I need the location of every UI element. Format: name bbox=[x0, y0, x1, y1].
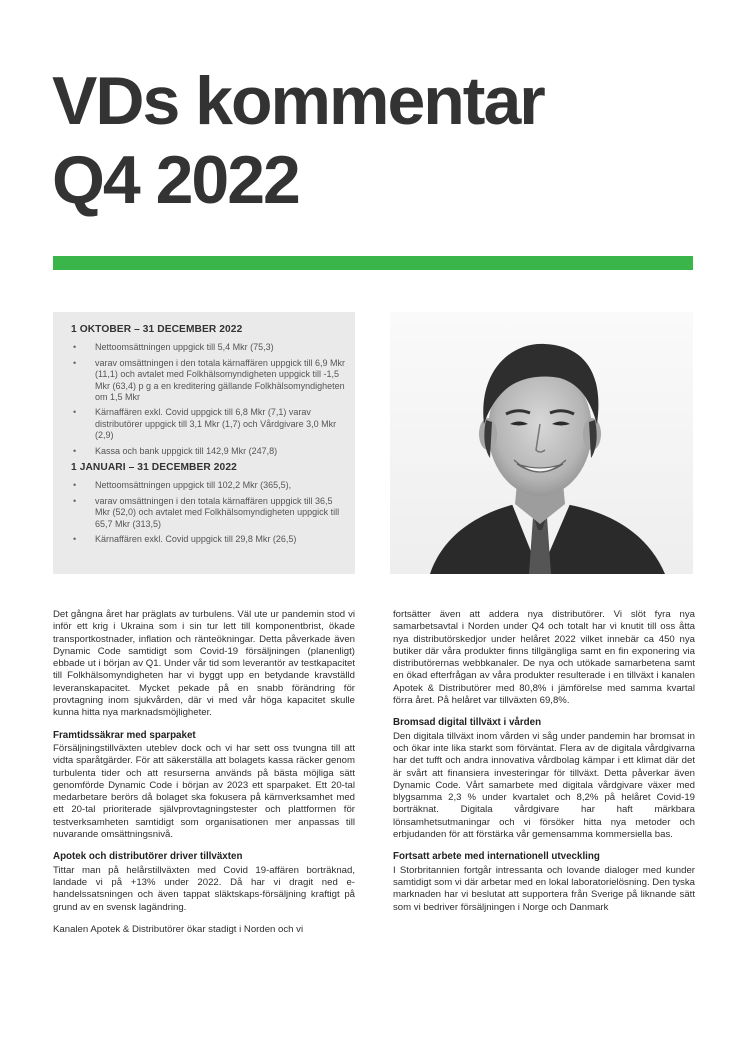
list-item: • Kärnaffären exkl. Covid uppgick till 29,8 Mkr (26,5) bbox=[71, 534, 345, 545]
list-item: • Kassa och bank uppgick till 142,9 Mkr (247,8) bbox=[71, 446, 345, 457]
body-column-left bbox=[53, 609, 355, 946]
section-heading: Fortsatt arbete med internationell utveckling bbox=[393, 851, 600, 863]
paragraph: Försäljningstillväxten uteblev dock och vi har sett oss tvungna till att vidta sparåtgärder. För att säkerställa att bolagets kassa räcker genom turbulenta tider och att resurserna används på bästa möjliga sätt genomförde Dynamic Code i början av 2023 ett sparpaket. Ett 20-tal medarbetare berörs då bolaget ska fokusera på kärnverksamhet med ett 20-tal prioriterade självprovtagningstester och plattformen för testverksamheten samtidigt som organisationen mer anpassas till nuvarande omsättningsnivå. bbox=[53, 742, 355, 841]
paragraph: Det gångna året har präglats av turbulens. Väl ute ur pandemin stod vi inför ett krig i Ukraina som i sin tur lett till komponentbrist, ökade transportkostnader, inflation och ränteökningar. Detta påverkade även Dynamic Code samtidigt som Covid-19 försäljningen (planenligt) ebbade ut i början av Q1. Under vår tid som leverantör av testkapacitet till Folkhälsomyndigheten har vi byggt upp en betydande kravställd leveranskapacitet. Mycket pekade på en snabb förändring för provtagning inom sjukvården, där vi med vår höga kapacitet skulle kunna hitta nya marknadsmöjligheter. bbox=[53, 609, 355, 719]
paragraph: Tittar man på helårstillväxten med Covid 19-affären borträknad, landade vi på +13% under 2022. Då har vi dragit ned e-handelssatsningen och även tappat släktskaps-försäljning kraftigt på grund av en svensk lagändring. bbox=[53, 864, 355, 913]
title-line-2: Q4 2022 bbox=[52, 142, 299, 218]
section-heading: Bromsad digital tillväxt i vården bbox=[393, 717, 542, 729]
list-item: • Kärnaffären exkl. Covid uppgick till 6,8 Mkr (7,1) varav distributörer uppgick till 3,1 Mkr (1,7) och Vårdgivare 3,0 Mkr (2,9) bbox=[71, 407, 345, 441]
title-line-1: VDs kommentar bbox=[52, 63, 544, 139]
summary-list-full-year bbox=[71, 480, 345, 545]
list-item: • varav omsättningen i den totala kärnaffären uppgick till 36,5 Mkr (52,0) och avtalet med Folkhälsomyndigheten uppgick till 65,7 Mkr (313,5) bbox=[71, 496, 345, 530]
accent-divider bbox=[53, 256, 693, 270]
section-heading: Framtidssäkrar med sparpaket bbox=[53, 729, 196, 741]
paragraph: Den digitala tillväxt inom vården vi såg under pandemin har bromsat in och ökar inte lika starkt som förväntat. Flera av de digitala vårdgivarna har det tufft och andra innovativa vårdbolag kämpar i ett klimat där det är svårt att finansiera investeringar för tillväxt. Detta påverkar även Dynamic Code. Vårt samarbete med digitala vårdgivare växer med blygsamma 2,3 % under kvartalet och 8,2% på helåret Covid-19 borträknat. Digitala vårdgivare har haft märkbara lönsamhetsutmaningar och vi försöker hitta nya metoder och erbjudanden för att förstärka vår gemensamma kommersiella bas. bbox=[393, 730, 695, 841]
body-column-right bbox=[393, 609, 695, 924]
list-item: • varav omsättningen i den totala kärnaffären uppgick till 6,9 Mkr (11,1) och avtalet med Folkhälsomyndigheten uppgick till -1,5 Mkr (63,4) p g a en kreditering gällande Folkhälsomyndigheten om 1,5 Mkr bbox=[71, 358, 345, 404]
paragraph: Kanalen Apotek & Distributörer ökar stadigt i Norden och vi bbox=[53, 923, 304, 935]
summary-list-q4 bbox=[71, 342, 345, 457]
paragraph: I Storbritannien fortgår intressanta och lovande dialoger med kunder samtidigt som vi där arbetar med en lokal laboratorielösning. Den tyska marknaden har vi beslutat att supportera från Sverige på liknande sätt som vi bedriver försäljningen i Norge och Danmark bbox=[393, 864, 695, 913]
paragraph: fortsätter även att addera nya distributörer. Vi slöt fyra nya samarbetsavtal i Norden under Q4 och totalt har vi knutit till oss åtta nya distributörskedjor under helåret 2022 vilket innebär ca 450 nya butiker där våra produkter finns tillgängliga samt en fin exponering via distributörernas webbkanaler. De nya och utökade samarbetena samt en ökad efterfrågan av våra produkter resulterade i en tillväxt i kanalen Apotek & Distributörer med 80,8% i jämförelse med samma kvartal förra året. På helåret var tillväxten 69,8%. bbox=[393, 609, 695, 707]
page-title bbox=[52, 62, 544, 220]
summary-heading-q4: 1 OKTOBER – 31 DECEMBER 2022 bbox=[71, 324, 243, 335]
list-item: • Nettoomsättningen uppgick till 5,4 Mkr (75,3) bbox=[71, 342, 345, 353]
section-heading: Apotek och distributörer driver tillväxten bbox=[53, 851, 243, 863]
summary-heading-full-year: 1 JANUARI – 31 DECEMBER 2022 bbox=[71, 462, 237, 474]
list-item: • Nettoomsättningen uppgick till 102,2 Mkr (365,5), bbox=[71, 480, 345, 491]
ceo-portrait-photo bbox=[390, 312, 693, 574]
summary-box bbox=[53, 312, 355, 574]
